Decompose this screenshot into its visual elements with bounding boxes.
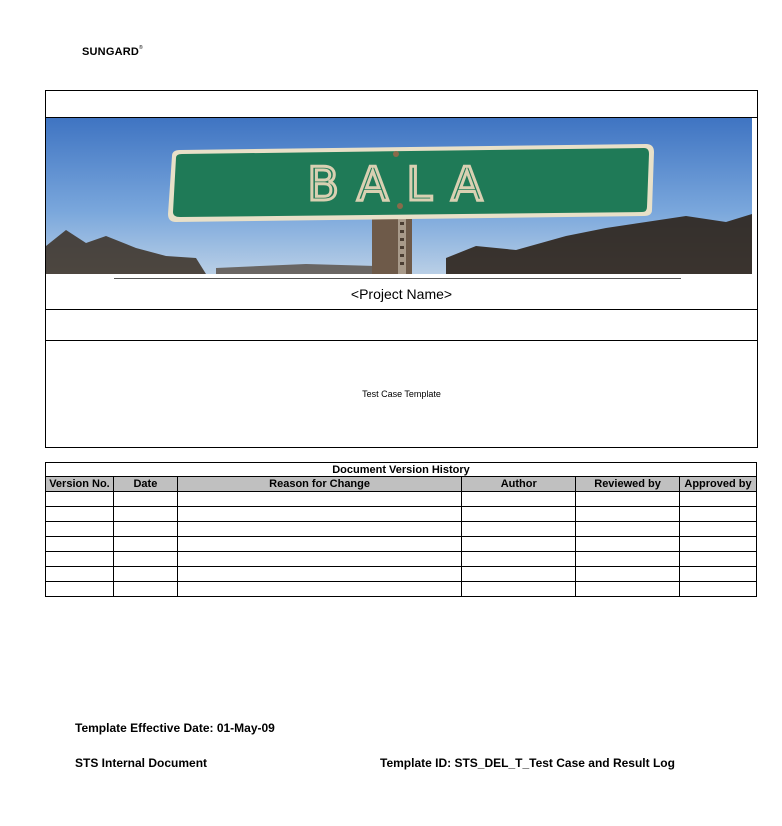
table-cell	[177, 522, 461, 537]
project-name: <Project Name>	[350, 286, 453, 302]
table-cell	[177, 552, 461, 567]
table-cell	[113, 567, 177, 582]
table-cell	[46, 582, 114, 597]
table-cell	[576, 567, 680, 582]
table-cell	[680, 582, 757, 597]
table-cell	[113, 522, 177, 537]
table-row	[46, 492, 757, 507]
table-cell	[177, 582, 461, 597]
table-row	[46, 522, 757, 537]
table-cell	[576, 582, 680, 597]
table-header-row	[46, 477, 757, 492]
table-cell	[177, 567, 461, 582]
table-cell	[46, 552, 114, 567]
table-cell	[46, 537, 114, 552]
column-header-date: Date	[113, 477, 177, 492]
table-cell	[576, 537, 680, 552]
table-caption-row	[46, 463, 757, 477]
column-header-approved-by: Approved by	[680, 477, 757, 492]
street-sign-image	[46, 118, 752, 274]
table-cell	[177, 537, 461, 552]
table-cell	[113, 582, 177, 597]
table-cell	[576, 552, 680, 567]
table-cell	[113, 552, 177, 567]
table-body	[46, 492, 757, 597]
table-cell	[576, 507, 680, 522]
table-cell	[576, 492, 680, 507]
cover-page-box	[45, 90, 758, 448]
table-cell	[680, 537, 757, 552]
template-id: Template ID: STS_DEL_T_Test Case and Result Log	[380, 756, 675, 770]
cover-divider-1	[46, 309, 757, 310]
table-cell	[576, 522, 680, 537]
table-cell	[462, 492, 576, 507]
table-cell	[46, 507, 114, 522]
table-cell	[113, 537, 177, 552]
table-cell	[462, 537, 576, 552]
cover-top-row	[46, 91, 757, 118]
table-row	[46, 507, 757, 522]
table-cell	[46, 522, 114, 537]
table-cell	[462, 567, 576, 582]
template-effective-date: Template Effective Date: 01-May-09	[75, 721, 275, 735]
table-cell	[462, 507, 576, 522]
table-cell	[177, 507, 461, 522]
table-row	[46, 567, 757, 582]
table-cell	[680, 567, 757, 582]
table-title: Document Version History	[46, 463, 757, 477]
title-underline	[114, 278, 681, 279]
column-header-reviewed-by: Reviewed by	[576, 477, 680, 492]
column-header-version: Version No.	[46, 477, 114, 492]
logo-text: SUNGARD	[82, 46, 140, 58]
table-cell	[113, 492, 177, 507]
company-logo	[82, 46, 143, 58]
version-history-table	[45, 462, 757, 597]
table-cell	[680, 492, 757, 507]
table-cell	[113, 507, 177, 522]
table-cell	[680, 522, 757, 537]
sign-text: BALA	[307, 157, 501, 211]
table-cell	[46, 567, 114, 582]
table-cell	[177, 492, 461, 507]
cover-divider-2	[46, 340, 757, 341]
registered-mark: ®	[139, 45, 143, 51]
table-row	[46, 552, 757, 567]
table-cell	[680, 552, 757, 567]
document-classification: STS Internal Document	[75, 756, 208, 770]
table-row	[46, 582, 757, 597]
table-cell	[680, 507, 757, 522]
cover-photo	[46, 118, 752, 274]
table-cell	[462, 582, 576, 597]
table-cell	[46, 492, 114, 507]
column-header-reason: Reason for Change	[177, 477, 461, 492]
table-row	[46, 537, 757, 552]
table-cell	[462, 522, 576, 537]
document-title: Test Case Template	[362, 389, 441, 399]
table-cell	[462, 552, 576, 567]
column-header-author: Author	[462, 477, 576, 492]
